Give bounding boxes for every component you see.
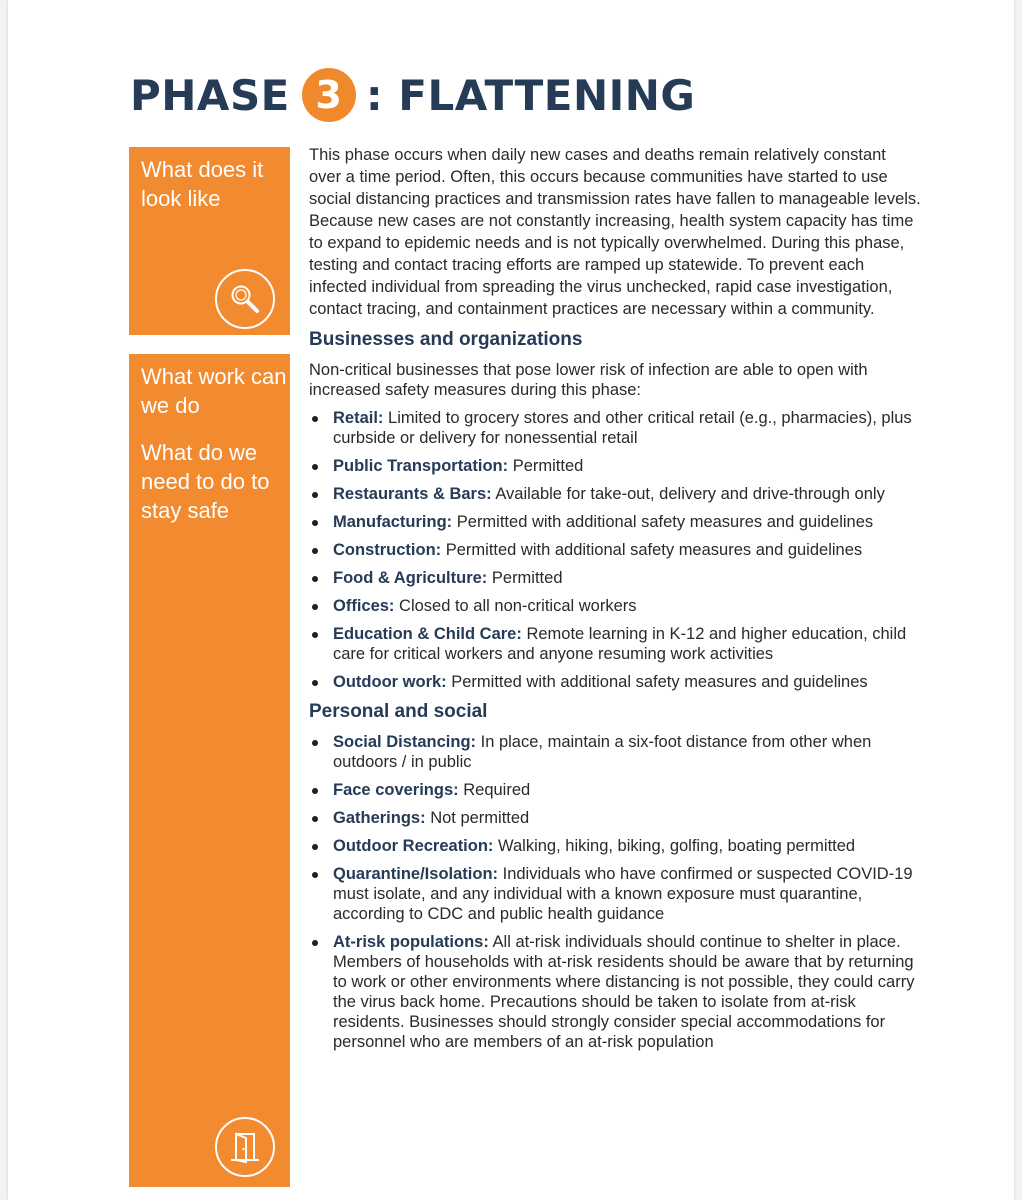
list-item: [309, 836, 921, 856]
list-item: [309, 408, 921, 448]
safety-label: What do we need to do to stay safe: [141, 440, 270, 523]
item-term: Food & Agriculture:: [333, 569, 488, 587]
item-term: Social Distancing:: [333, 733, 477, 751]
item-text: Walking, hiking, biking, golfing, boating permitted: [493, 837, 856, 855]
title-phase-word: PHASE: [130, 70, 290, 120]
list-item: [309, 864, 921, 924]
item-text: Permitted with additional safety measures and guidelines: [441, 541, 863, 559]
page-title: [130, 68, 695, 122]
open-door-icon: [215, 1117, 275, 1177]
item-term: Education & Child Care:: [333, 625, 522, 643]
item-term: Quarantine/Isolation:: [333, 865, 499, 883]
personal-heading: Personal and social: [309, 701, 488, 722]
list-item: [309, 484, 921, 504]
list-item: [309, 568, 921, 588]
list-item: [309, 540, 921, 560]
phase-number-badge: 3: [302, 68, 356, 122]
list-item: [309, 512, 921, 532]
item-term: Offices:: [333, 597, 395, 615]
item-term: Outdoor Recreation:: [333, 837, 494, 855]
title-phase-name: : FLATTENING: [365, 70, 696, 120]
item-term: At-risk populations:: [333, 933, 489, 951]
item-text: Required: [458, 781, 531, 799]
list-item: [309, 624, 921, 664]
list-item: [309, 456, 921, 476]
item-text: Remote learning in K-12 and higher education, child care for critical workers and anyone resuming work activities: [333, 625, 907, 663]
item-text: All at-risk individuals should continue to shelter in place. Members of households with at-risk residents should be aware that by returning to work or other environments where distancing is not possible, they could carry the virus back home. Precautions should be taken to isolate from at-risk residents. Businesses should strongly consider special accommodations for personnel who are members of an at-risk population: [333, 933, 915, 1051]
item-text: Permitted with additional safety measures and guidelines: [446, 673, 868, 691]
item-term: Construction:: [333, 541, 442, 559]
look-like-label: What does it look like: [141, 157, 264, 211]
item-term: Manufacturing:: [333, 513, 453, 531]
work-safety-sidebar-box: [129, 354, 290, 1187]
intro-paragraph: This phase occurs when daily new cases and deaths remain relatively constant over a time period. Often, this occurs because communities have started to use social distancing practices and transmission rates have fallen to manageable levels. Because new cases are not constantly increasing, health system capacity has time to expand to epidemic needs and is not typically overwhelmed. During this phase, testing and contact tracing efforts are ramped up statewide. To prevent each infected individual from spreading the virus unchecked, rapid case investigation, contact tracing, and containment practices are necessary within a community.: [309, 146, 921, 318]
list-item: [309, 808, 921, 828]
list-item: [309, 932, 921, 1052]
businesses-lead: Non-critical businesses that pose lower risk of infection are able to open with increased safety measures during this phase:: [309, 361, 868, 399]
item-text: Permitted: [487, 569, 563, 587]
businesses-list: [309, 408, 921, 692]
item-term: Public Transportation:: [333, 457, 509, 475]
item-text: Permitted with additional safety measures and guidelines: [452, 513, 874, 531]
item-term: Retail:: [333, 409, 384, 427]
magnifying-glass-icon: [215, 269, 275, 329]
list-item: [309, 780, 921, 800]
item-text: Not permitted: [425, 809, 530, 827]
document-page: [8, 0, 1014, 1200]
item-text: Limited to grocery stores and other critical retail (e.g., pharmacies), plus curbside or delivery for nonessential retail: [333, 409, 912, 447]
item-text: In place, maintain a six-foot distance from other when outdoors / in public: [333, 733, 872, 771]
item-text: Available for take-out, delivery and drive-through only: [491, 485, 885, 503]
list-item: [309, 732, 921, 772]
list-item: [309, 672, 921, 692]
look-like-sidebar-box: [129, 147, 290, 335]
item-text: Individuals who have confirmed or suspected COVID-19 must isolate, and any individual with a known exposure must quarantine, according to CDC and public health guidance: [333, 865, 913, 923]
item-text: Closed to all non-critical workers: [394, 597, 637, 615]
businesses-heading: Businesses and organizations: [309, 329, 583, 350]
personal-list: [309, 732, 921, 1052]
item-text: Permitted: [508, 457, 584, 475]
main-content: [309, 144, 921, 1060]
item-term: Face coverings:: [333, 781, 459, 799]
list-item: [309, 596, 921, 616]
work-label: What work can we do: [141, 364, 287, 418]
item-term: Restaurants & Bars:: [333, 485, 492, 503]
item-term: Gatherings:: [333, 809, 426, 827]
item-term: Outdoor work:: [333, 673, 447, 691]
